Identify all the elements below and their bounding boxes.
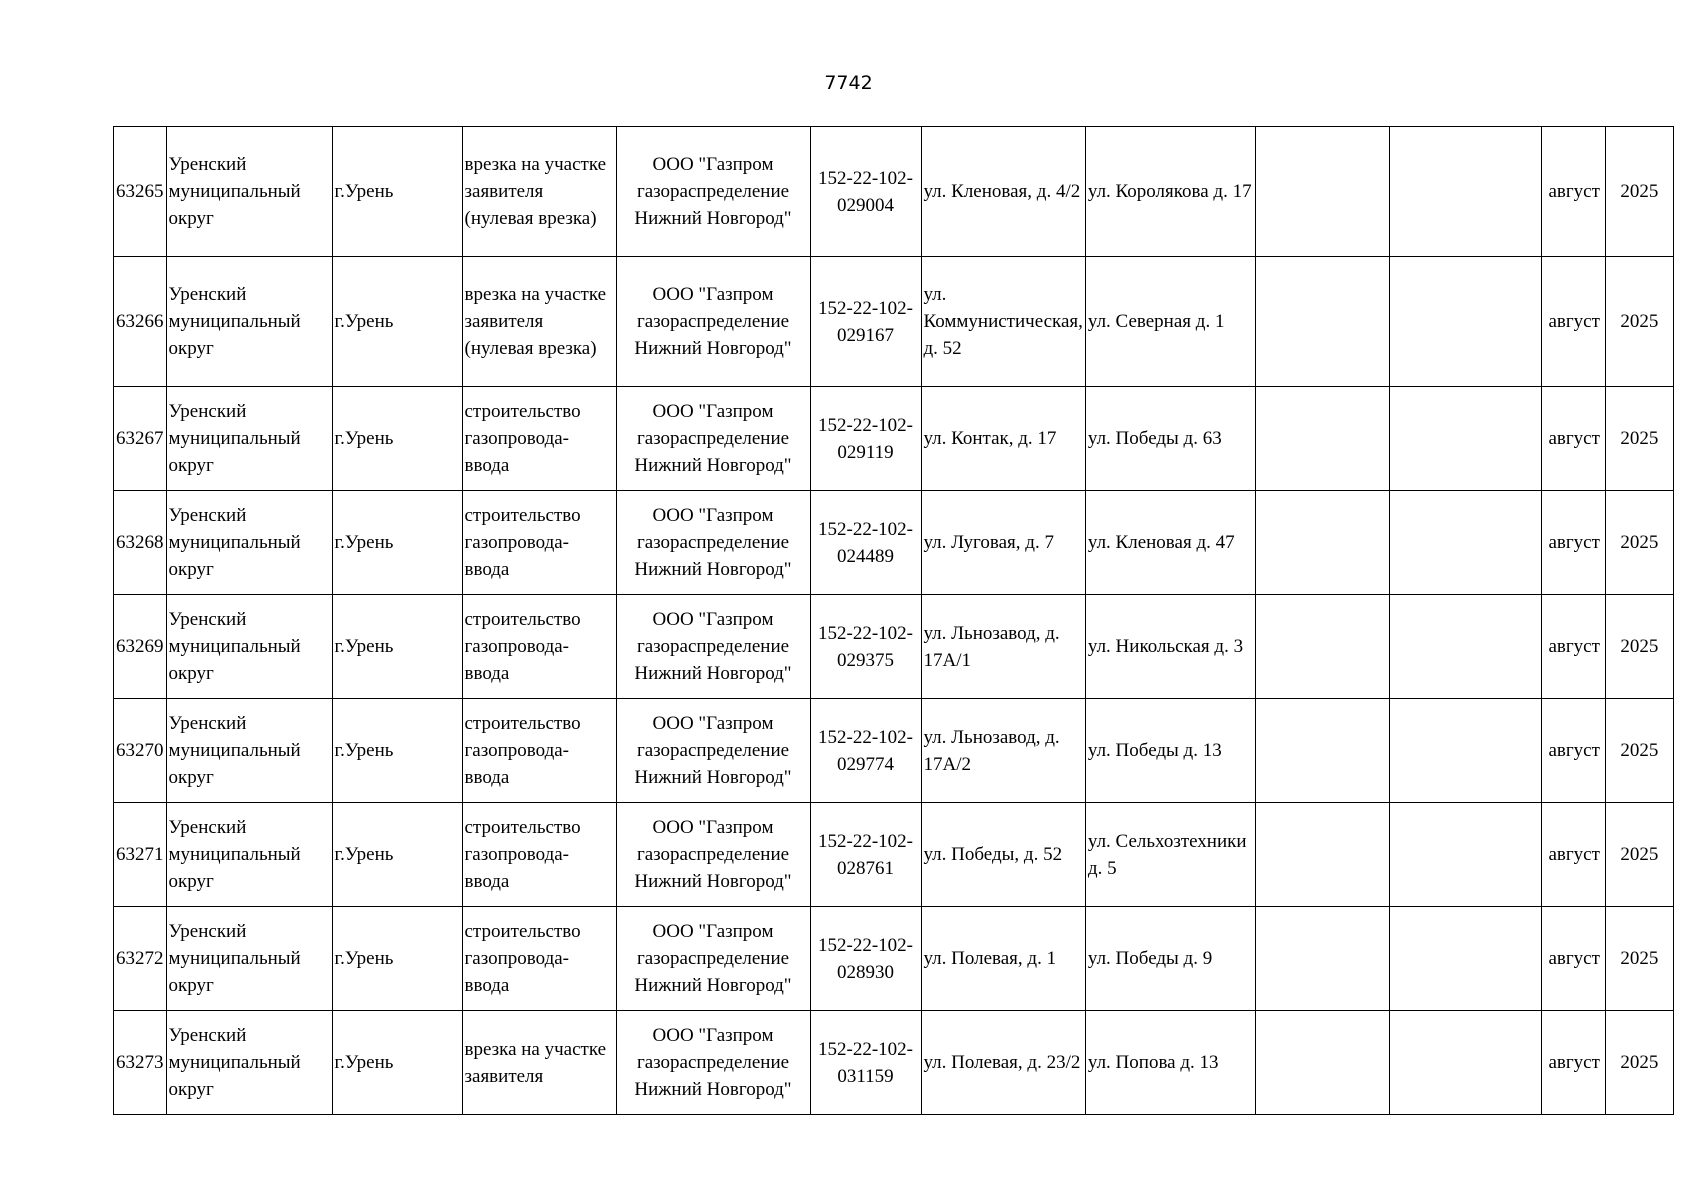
cell-address-1: ул. Победы, д. 52 [921, 803, 1085, 907]
cell-work-type: врезка на участке заявителя [462, 1011, 616, 1115]
cell-empty-2 [1389, 1011, 1541, 1115]
registry-table [113, 126, 1674, 1115]
cell-number: 63268 [114, 491, 167, 595]
cell-work-type: врезка на участке заявителя (нулевая врезка) [462, 127, 616, 257]
cell-address-2: ул. Победы д. 9 [1085, 907, 1255, 1011]
cell-city: г.Урень [332, 257, 462, 387]
cell-organization: ООО "Газпром газораспределение Нижний Новгород" [616, 1011, 810, 1115]
cell-empty-2 [1389, 803, 1541, 907]
cell-empty-2 [1389, 491, 1541, 595]
cell-address-2: ул. Никольская д. 3 [1085, 595, 1255, 699]
cell-empty-1 [1255, 803, 1389, 907]
cell-address-1: ул. Коммунистическая, д. 52 [921, 257, 1085, 387]
cell-empty-2 [1389, 387, 1541, 491]
cell-address-2: ул. Сельхозтехники д. 5 [1085, 803, 1255, 907]
cell-year: 2025 [1605, 1011, 1673, 1115]
cell-empty-1 [1255, 127, 1389, 257]
table-row [114, 491, 1674, 595]
cell-city: г.Урень [332, 127, 462, 257]
cell-empty-1 [1255, 595, 1389, 699]
table-row [114, 803, 1674, 907]
cell-work-type: строительство газопровода-ввода [462, 699, 616, 803]
cell-district: Уренский муниципальный округ [166, 387, 332, 491]
cell-empty-2 [1389, 257, 1541, 387]
cell-month: август [1541, 907, 1605, 1011]
cell-code: 152-22-102-031159 [810, 1011, 921, 1115]
table-row [114, 257, 1674, 387]
cell-number: 63267 [114, 387, 167, 491]
cell-address-2: ул. Победы д. 13 [1085, 699, 1255, 803]
cell-address-1: ул. Контак, д. 17 [921, 387, 1085, 491]
cell-address-1: ул. Полевая, д. 23/2 [921, 1011, 1085, 1115]
cell-district: Уренский муниципальный округ [166, 907, 332, 1011]
cell-number: 63273 [114, 1011, 167, 1115]
cell-organization: ООО "Газпром газораспределение Нижний Новгород" [616, 699, 810, 803]
cell-address-2: ул. Победы д. 63 [1085, 387, 1255, 491]
cell-city: г.Урень [332, 387, 462, 491]
cell-city: г.Урень [332, 595, 462, 699]
cell-district: Уренский муниципальный округ [166, 491, 332, 595]
cell-address-1: ул. Кленовая, д. 4/2 [921, 127, 1085, 257]
cell-month: август [1541, 1011, 1605, 1115]
cell-year: 2025 [1605, 257, 1673, 387]
cell-empty-1 [1255, 387, 1389, 491]
table-body [114, 127, 1674, 1115]
cell-empty-1 [1255, 491, 1389, 595]
cell-number: 63265 [114, 127, 167, 257]
cell-number: 63272 [114, 907, 167, 1011]
cell-empty-2 [1389, 127, 1541, 257]
cell-empty-2 [1389, 907, 1541, 1011]
cell-address-2: ул. Попова д. 13 [1085, 1011, 1255, 1115]
cell-year: 2025 [1605, 699, 1673, 803]
table-row [114, 127, 1674, 257]
cell-city: г.Урень [332, 803, 462, 907]
cell-month: август [1541, 491, 1605, 595]
cell-year: 2025 [1605, 387, 1673, 491]
cell-address-1: ул. Луговая, д. 7 [921, 491, 1085, 595]
cell-code: 152-22-102-029375 [810, 595, 921, 699]
cell-code: 152-22-102-028761 [810, 803, 921, 907]
cell-work-type: строительство газопровода-ввода [462, 491, 616, 595]
cell-city: г.Урень [332, 699, 462, 803]
cell-organization: ООО "Газпром газораспределение Нижний Новгород" [616, 387, 810, 491]
cell-number: 63271 [114, 803, 167, 907]
cell-address-1: ул. Полевая, д. 1 [921, 907, 1085, 1011]
cell-empty-2 [1389, 699, 1541, 803]
cell-address-2: ул. Королякова д. 17 [1085, 127, 1255, 257]
cell-month: август [1541, 803, 1605, 907]
page-number: 7742 [824, 72, 873, 94]
table-row [114, 699, 1674, 803]
cell-work-type: строительство газопровода-ввода [462, 595, 616, 699]
cell-month: август [1541, 699, 1605, 803]
cell-address-2: ул. Кленовая д. 47 [1085, 491, 1255, 595]
cell-year: 2025 [1605, 595, 1673, 699]
table-row [114, 907, 1674, 1011]
table-row [114, 1011, 1674, 1115]
cell-district: Уренский муниципальный округ [166, 803, 332, 907]
cell-address-1: ул. Льнозавод, д. 17А/2 [921, 699, 1085, 803]
cell-empty-1 [1255, 257, 1389, 387]
cell-organization: ООО "Газпром газораспределение Нижний Новгород" [616, 907, 810, 1011]
cell-address-2: ул. Северная д. 1 [1085, 257, 1255, 387]
cell-work-type: врезка на участке заявителя (нулевая врезка) [462, 257, 616, 387]
cell-number: 63270 [114, 699, 167, 803]
cell-address-1: ул. Льнозавод, д. 17А/1 [921, 595, 1085, 699]
cell-code: 152-22-102-028930 [810, 907, 921, 1011]
cell-district: Уренский муниципальный округ [166, 257, 332, 387]
cell-organization: ООО "Газпром газораспределение Нижний Новгород" [616, 127, 810, 257]
cell-organization: ООО "Газпром газораспределение Нижний Новгород" [616, 257, 810, 387]
cell-district: Уренский муниципальный округ [166, 1011, 332, 1115]
cell-work-type: строительство газопровода-ввода [462, 907, 616, 1011]
cell-work-type: строительство газопровода-ввода [462, 387, 616, 491]
cell-organization: ООО "Газпром газораспределение Нижний Новгород" [616, 491, 810, 595]
cell-month: август [1541, 257, 1605, 387]
cell-month: август [1541, 127, 1605, 257]
cell-empty-1 [1255, 699, 1389, 803]
cell-city: г.Урень [332, 491, 462, 595]
cell-city: г.Урень [332, 907, 462, 1011]
cell-district: Уренский муниципальный округ [166, 699, 332, 803]
cell-organization: ООО "Газпром газораспределение Нижний Новгород" [616, 595, 810, 699]
cell-code: 152-22-102-029004 [810, 127, 921, 257]
cell-year: 2025 [1605, 491, 1673, 595]
cell-empty-2 [1389, 595, 1541, 699]
cell-number: 63269 [114, 595, 167, 699]
cell-work-type: строительство газопровода-ввода [462, 803, 616, 907]
cell-city: г.Урень [332, 1011, 462, 1115]
cell-year: 2025 [1605, 803, 1673, 907]
table-row [114, 387, 1674, 491]
cell-code: 152-22-102-024489 [810, 491, 921, 595]
cell-code: 152-22-102-029119 [810, 387, 921, 491]
cell-district: Уренский муниципальный округ [166, 127, 332, 257]
cell-code: 152-22-102-029167 [810, 257, 921, 387]
cell-code: 152-22-102-029774 [810, 699, 921, 803]
cell-organization: ООО "Газпром газораспределение Нижний Новгород" [616, 803, 810, 907]
cell-empty-1 [1255, 1011, 1389, 1115]
cell-empty-1 [1255, 907, 1389, 1011]
cell-year: 2025 [1605, 907, 1673, 1011]
cell-month: август [1541, 387, 1605, 491]
table-row [114, 595, 1674, 699]
cell-district: Уренский муниципальный округ [166, 595, 332, 699]
cell-year: 2025 [1605, 127, 1673, 257]
cell-number: 63266 [114, 257, 167, 387]
cell-month: август [1541, 595, 1605, 699]
